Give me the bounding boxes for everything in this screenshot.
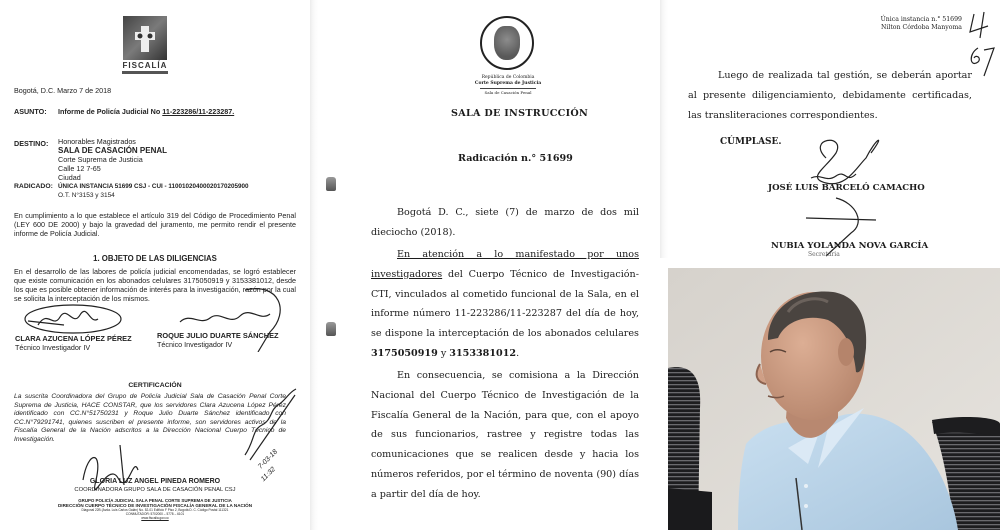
seal-caption-3: Sala de Casación Penal bbox=[484, 90, 532, 95]
signature-barcelo bbox=[796, 128, 886, 258]
radicado-label: RADICADO: bbox=[14, 183, 53, 190]
cumplase-label: CÚMPLASE. bbox=[720, 137, 782, 147]
page-divider bbox=[310, 0, 318, 530]
section-paragraph: En el desarrollo de las labores de policía judicial encomendadas, se logró establecer que existe comunicación en los abonados celulares 3175050919 y 3153381012, desde los que es posible obtener información de interés para la investigación, razón por la cual se solicita la interceptación de los mismos. bbox=[14, 267, 296, 303]
secretary-name: NUBIA YOLANDA NOVA GARCÍA bbox=[771, 241, 929, 251]
order-paragraph-1: En atención a lo manifestado por unos investigadores del Cuerpo Técnico de Investigación-CTI, vinculados al cometido funcional de la Sala, en el informe número 11-223286/11-223287 del día de hoy, se dispone la interceptación de los abonados celulares 3175050919 y 3153381012. bbox=[371, 249, 639, 359]
footer-line-3: Diagonal 22B (Avda. Luis Carlos Galán) No. 52-01 Edificio F Piso 2, Bogotá D. C. Código Postal 111321 bbox=[81, 508, 229, 512]
date-paragraph: Bogotá D. C., siete (7) de marzo de dos mil dieciocho (2018). bbox=[371, 207, 639, 238]
corte-suprema-seal-icon bbox=[480, 16, 534, 70]
coordinator-name: GLORIA LUZ ANGEL PINEDA ROMERO bbox=[89, 478, 221, 485]
fiscalia-police-report-page bbox=[0, 0, 312, 530]
destino-label: DESTINO: bbox=[14, 139, 49, 148]
destino-address: Honorables Magistrados SALA DE CASACIÓN PENAL Corte Suprema de Justicia Calle 12 7-65 Ciudad bbox=[58, 137, 168, 182]
footer-website: www.fiscalia.gov.co bbox=[141, 516, 169, 520]
asunto-label: ASUNTO: bbox=[14, 107, 47, 116]
portrait-photo bbox=[668, 268, 1000, 530]
paper-clip-icon bbox=[326, 322, 336, 336]
report-date: Bogotá, D.C. Marzo 7 de 2018 bbox=[14, 86, 112, 95]
section-title: 1. OBJETO DE LAS DILIGENCIAS bbox=[93, 254, 217, 263]
case-header: Única instancia n.° 51699 Nilton Córdoba Manyoma bbox=[880, 16, 962, 31]
order-signature-page bbox=[668, 0, 1000, 258]
footer-line-1: GRUPO POLICÍA JUDICIAL SALA PENAL CORTE SUPREMA DE JUSTICIA bbox=[78, 498, 232, 503]
phone-number-1: 3175050919 bbox=[371, 347, 438, 359]
footer-line-2: DIRECCIÓN CUERPO TÉCNICO DE INVESTIGACIÓN FISCALÍA GENERAL DE LA NACIÓN bbox=[57, 503, 253, 508]
fiscalia-wordmark: FISCALÍA bbox=[122, 61, 168, 70]
photo-man-blue-shirt bbox=[668, 268, 1000, 530]
signature-clara-lopez bbox=[18, 299, 128, 339]
chamber-title: SALA DE INSTRUCCIÓN bbox=[451, 108, 589, 119]
certification-paragraph: La suscrita Coordinadora del Grupo de Policía Judicial Sala de Casación Penal Corte Suprema de Justicia, HACE CONSTAR, que los servidores Clara Azucena López Pérez identificado con CC.N°51750231 y Roque Julio Duarte Sánchez identificado con CC.N°79291741, quienes suscriben el presente informe, son servidores activos de la Fiscalía General de la Nación adscritos a la Dirección Nacional Cuerpo Técnico de Investigación. bbox=[14, 393, 286, 443]
secretary-role: Secretaria bbox=[808, 251, 840, 258]
intro-paragraph: En cumplimiento a lo que establece el artículo 319 del Código de Procedimiento Penal (LEY 600 DE 2000) y bajo la gravedad del juramento, me permito rendir el presente informe de Policía Judicial. bbox=[14, 211, 296, 238]
paper-clip-icon bbox=[326, 177, 336, 191]
fiscalia-emblem-icon bbox=[135, 26, 155, 52]
handwritten-date: 7-03-18 bbox=[257, 448, 280, 471]
corte-suprema-order-page bbox=[318, 0, 665, 530]
order-paragraph-2: En consecuencia, se comisiona a la Dirección Nacional del Cuerpo Técnico de Investigación de la Fiscalía General de la Nación, para que, con el apoyo de sus funcionarios, rastree y registre todas las comunicaciones que se realicen desde y hacia los números referidos, por el término de noventa (90) días a partir del día de hoy. bbox=[371, 370, 639, 500]
asunto-text: Informe de Policía Judicial No 11-223286/11-223287. bbox=[58, 107, 235, 116]
radicado-line-2: O.T. N°3153 y 3154 bbox=[58, 192, 115, 199]
seal-caption-1: República de Colombia bbox=[481, 75, 535, 80]
footer-line-4: CONMUTADOR: 5702000 – 5778 – 6101 bbox=[125, 512, 185, 516]
phone-number-2: 3153381012 bbox=[449, 347, 517, 359]
report-number: 11-223286/11-223287. bbox=[162, 107, 235, 116]
handwritten-time: 11:32 bbox=[260, 466, 277, 483]
signer-2-role: Técnico Investigador IV bbox=[157, 340, 233, 349]
fiscalia-logo bbox=[122, 16, 168, 76]
seal-caption-2: Corte Suprema de Justicia bbox=[474, 81, 542, 86]
radicacion-number: Radicación n.° 51699 bbox=[458, 153, 573, 164]
page-divider bbox=[660, 0, 668, 258]
coordinator-role: COORDINADORA GRUPO SALA DE CASACIÓN PENAL CSJ bbox=[74, 487, 236, 493]
certification-title: CERTIFICACIÓN bbox=[128, 382, 182, 389]
signer-2-name: ROQUE JULIO DUARTE SÁNCHEZ bbox=[157, 331, 279, 340]
radicado-line-1: ÚNICA INSTANCIA 51699 CSJ - CUI - 11001020400020170205900 bbox=[58, 183, 249, 190]
signer-1-name: CLARA AZUCENA LÓPEZ PÉREZ bbox=[15, 334, 132, 343]
signer-1-role: Técnico Investigador IV bbox=[15, 343, 91, 352]
closing-paragraph: Luego de realizada tal gestión, se deberán aportar al presente diligenciamiento, debidamente certificadas, las transliteraciones correspondientes. bbox=[688, 70, 972, 121]
magistrate-name: JOSÉ LUIS BARCELÓ CAMACHO bbox=[768, 183, 925, 193]
